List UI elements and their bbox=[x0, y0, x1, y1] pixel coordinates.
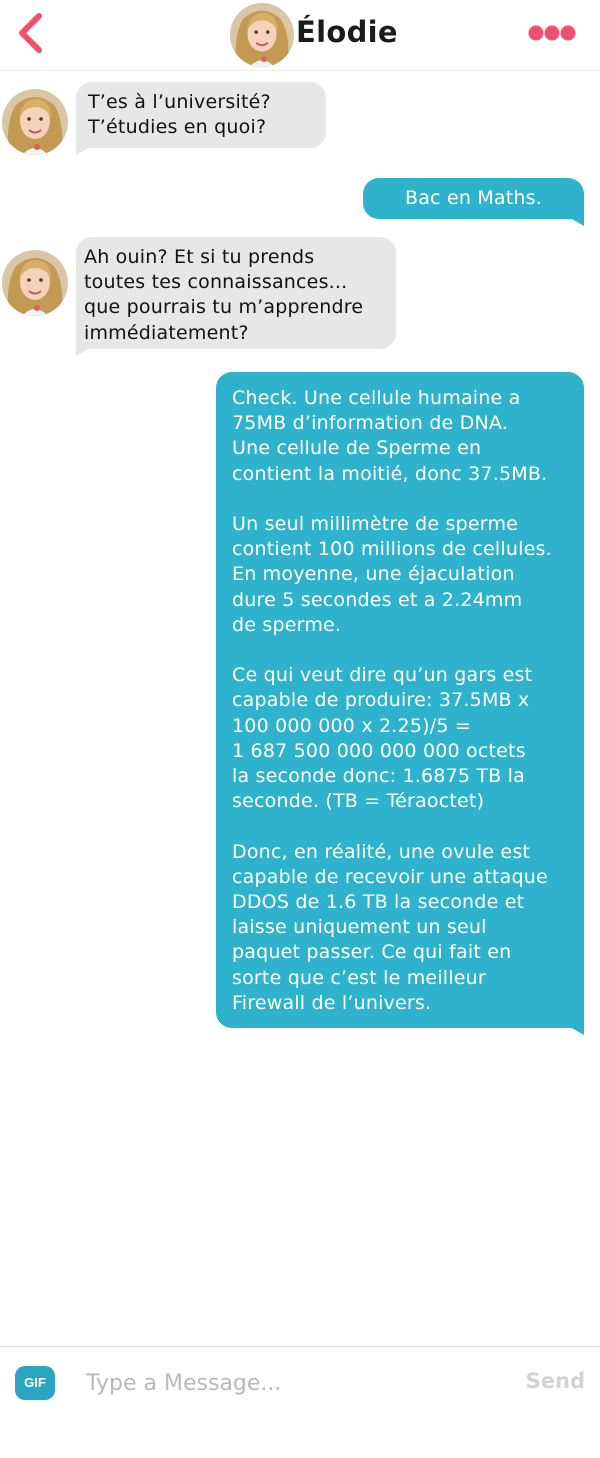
chevron-left-icon bbox=[10, 10, 50, 56]
message-avatar bbox=[2, 89, 68, 155]
bubble-tail bbox=[570, 1027, 584, 1035]
avatar-photo bbox=[2, 89, 68, 155]
message-paragraph: Check. Une cellule humaine a 75MB d’information de DNA. Une cellule de Sperme en contient la moitié, donc 37.5MB. bbox=[232, 387, 548, 485]
gif-button[interactable]: GIF bbox=[15, 1366, 55, 1400]
message-paragraph: Ce qui veut dire qu’un gars est capable de produire: 37.5MB x 100 000 000 x 2.25)/5 = 1 687 500 000 000 000 octets la seconde donc: 1.6875 TB la seconde. (TB = Téraoctet) bbox=[232, 664, 533, 813]
contact-name[interactable]: Élodie bbox=[296, 15, 398, 49]
incoming-message-bubble[interactable] bbox=[76, 82, 326, 148]
outgoing-message-bubble[interactable] bbox=[363, 178, 584, 219]
avatar-photo bbox=[230, 3, 294, 67]
more-dots-icon bbox=[526, 22, 578, 44]
bubble-tail bbox=[570, 218, 584, 226]
message-composer bbox=[0, 1346, 600, 1458]
send-button[interactable]: Send bbox=[525, 1369, 585, 1393]
outgoing-message-bubble[interactable] bbox=[216, 372, 584, 1028]
message-text: Bac en Maths. bbox=[404, 187, 542, 209]
message-input[interactable] bbox=[76, 1365, 516, 1401]
chat-header bbox=[0, 0, 600, 71]
message-paragraph: Un seul millimètre de sperme contient 100 millions de cellules. En moyenne, une éjaculation dure 5 secondes et a 2.24mm de sperme. bbox=[232, 513, 552, 636]
bubble-tail bbox=[76, 147, 90, 155]
message-avatar bbox=[2, 250, 68, 316]
bubble-tail bbox=[76, 348, 90, 356]
message-text: T’es à l’université? T’étudies en quoi? bbox=[88, 91, 271, 139]
incoming-message-bubble[interactable] bbox=[76, 237, 396, 349]
more-options-button[interactable] bbox=[526, 22, 578, 44]
contact-avatar[interactable] bbox=[230, 3, 294, 67]
message-paragraph: Donc, en réalité, une ovule est capable de recevoir une attaque DDOS de 1.6 TB la seconde et laisse uniquement un seul paquet passer. Ce qui fait en sorte que c’est le meilleur Firewall de l’univers. bbox=[232, 840, 548, 1014]
avatar-photo bbox=[2, 250, 68, 316]
back-button[interactable] bbox=[10, 10, 50, 56]
message-text: Ah ouin? Et si tu prends toutes tes connaissances... que pourrais tu m’apprendre immédiatement? bbox=[84, 246, 364, 344]
